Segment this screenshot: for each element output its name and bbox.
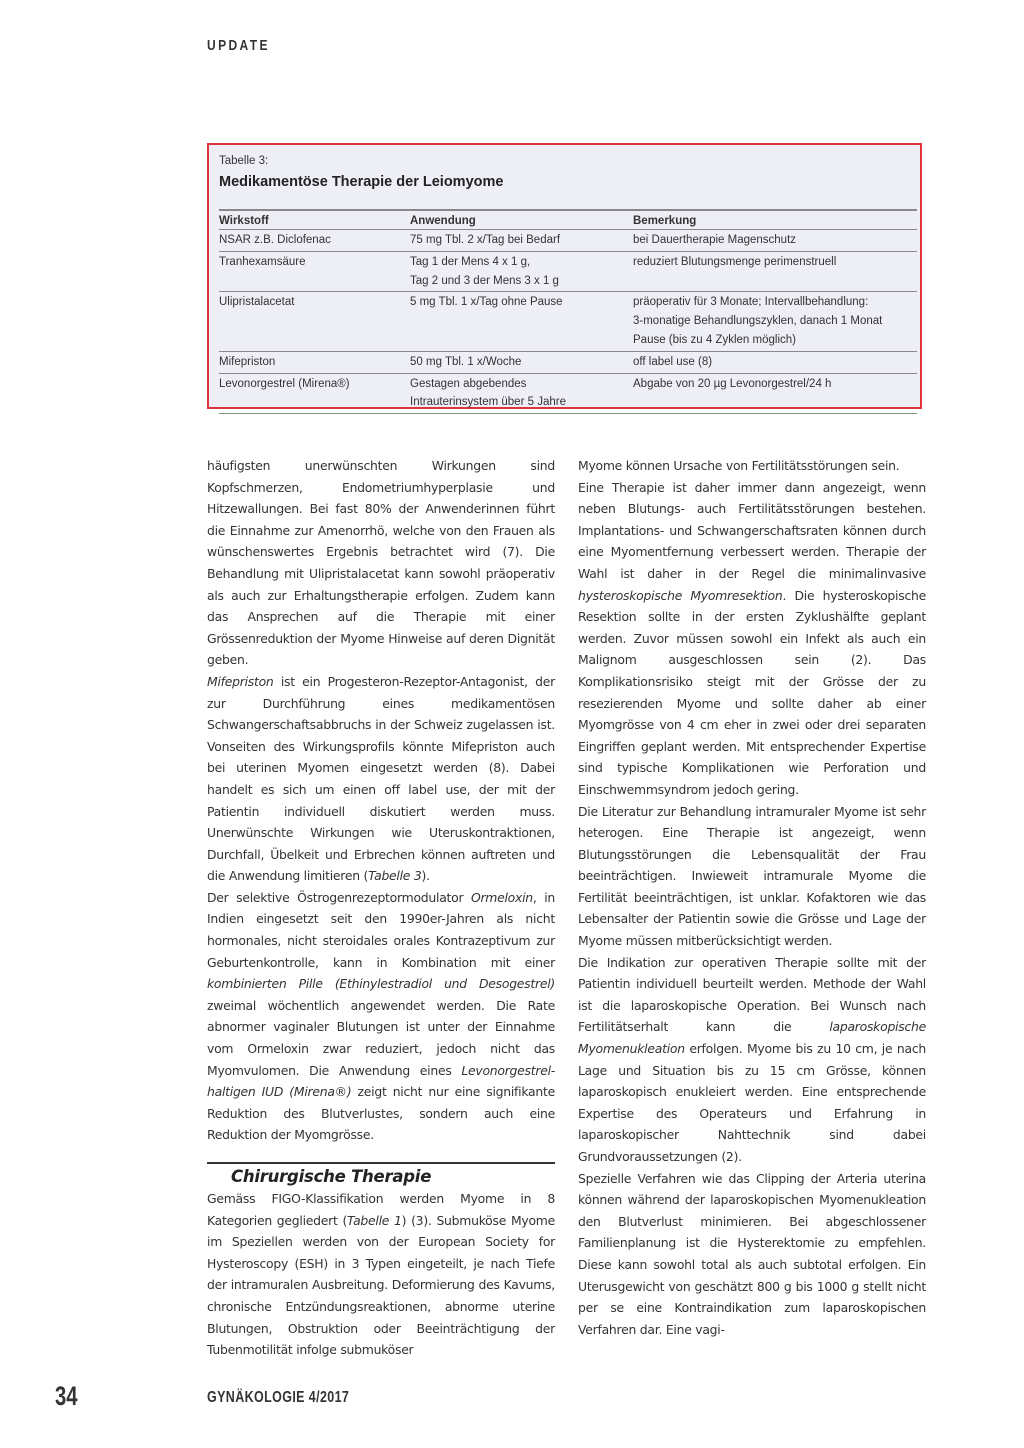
cell-bemerkung: Abgabe von 20 µg Levonorgestrel/24 h	[633, 373, 917, 414]
section-heading: Chirurgische Therapie	[231, 1167, 432, 1186]
italic-term: hysteroskopische Myomresektion	[578, 587, 783, 603]
paragraph: Myome können Ursache von Fertilitätsstörungen sein.	[578, 458, 900, 473]
left-column	[207, 455, 555, 1361]
page-number: 34	[55, 1381, 78, 1411]
cell-anwendung: Gestagen abgebendes Intrauterinsystem über 5 Jahre	[410, 373, 633, 414]
table-row	[219, 373, 917, 414]
cell-anwendung: 50 mg Tbl. 1 x/Woche	[410, 351, 633, 373]
table-box	[207, 143, 922, 409]
cell-wirkstoff: Mifepriston	[219, 351, 410, 373]
cell-bemerkung: präoperativ für 3 Monate; Intervallbehandlung: 3-monatige Behandlungszyklen, danach 1 Monat Pause (bis zu 4 Zyklen möglich)	[633, 292, 917, 351]
table-reference: Tabelle 3	[368, 868, 422, 884]
italic-term: Mifepriston	[207, 673, 274, 689]
right-column	[578, 455, 926, 1340]
cell-bemerkung: bei Dauertherapie Magenschutz	[633, 230, 917, 252]
column-header-bemerkung: Bemerkung	[633, 210, 917, 230]
paragraph: Die Indikation zur operativen Therapie sollte mit der Patientin individuell beurteilt werden. Methode der Wahl ist die laparoskopische Operation. Bei Wunsch nach Fertilitätserhalt kann die laparoskopische Myomenukleation erfolgen. Myome bis zu 10 cm, je nach Lage und Situation bis zu 15 cm Grösse, können laparoskopisch enukleiert werden. Eine entsprechende Expertise des Operateurs und Erfahrung in laparoskopischer Nahttechnik sind dabei Grundvoraussetzungen (2).	[578, 954, 926, 1164]
cell-anwendung: 5 mg Tbl. 1 x/Tag ohne Pause	[410, 292, 633, 351]
cell-wirkstoff: Ulipristalacetat	[219, 292, 410, 351]
paragraph: Spezielle Verfahren wie das Clipping der Arteria uterina können während der laparoskopischen Myomenukleation den Blutverlust minimieren. Bei abgeschlossener Familienplanung ist die Hysterektomie zu empfehlen. Diese kann sowohl total als auch subtotal erfolgen. Ein Uterusgewicht von geschätzt 800 g bis 1000 g stellt nicht per se eine Kontraindikation zum laparoskopischen Verfahren dar. Eine vagi-	[578, 1170, 926, 1337]
cell-anwendung: 75 mg Tbl. 2 x/Tag bei Bedarf	[410, 230, 633, 252]
cell-wirkstoff: NSAR z.B. Diclofenac	[219, 230, 410, 252]
cell-bemerkung: reduziert Blutungsmenge perimenstruell	[633, 251, 917, 292]
table-row	[219, 251, 917, 292]
paragraph: Mifepriston ist ein Progesteron-Rezeptor-Antagonist, der zur Durchführung eines medikamentösen Schwangerschaftsabbruchs in der Schweiz zugelassen ist. Vonseiten des Wirkungsprofils könnte Mifepriston auch bei uterinen Myomen eingesetzt werden (8). Dabei handelt es sich um einen off label use, der mit der Patientin individuell diskutiert werden muss. Unerwünschte Wirkungen wie Uteruskontraktionen, Durchfall, Übelkeit und Erbrechen können auftreten und die Anwendung limitieren (Tabelle 3).	[207, 673, 555, 884]
cell-wirkstoff: Levonorgestrel (Mirena®)	[219, 373, 410, 414]
section-label: UPDATE	[207, 37, 270, 54]
paragraph: Eine Therapie ist daher immer dann angezeigt, wenn neben Blutungs- auch Fertilitätsstörungen bestehen. Implantations- und Schwangerschaftsraten können durch eine Myomentfernung verbessert werden. Therapie der Wahl ist daher in der Regel die minimalinvasive hysteroskopische Myomresektion. Die hysteroskopische Resektion sollte in der ersten Zyklushälfte geplant werden. Zuvor müssen sowohl ein Infekt als auch ein Malignom ausgeschlossen sein (2). Das Komplikationsrisiko steigt mit der Grösse der zu resezierenden Myome und sollte daher ab einer Myomgrösse von 4 cm eher in zwei oder drei separaten Eingriffen geplant werden. Mit entsprechender Expertise sind typische Komplikationen wie Perforation und Einschwemmsyndrom jedoch gering.	[578, 479, 926, 797]
cell-bemerkung: off label use (8)	[633, 351, 917, 373]
table-row	[219, 230, 917, 252]
italic-term: Ormeloxin	[470, 889, 533, 905]
medication-table	[219, 209, 917, 414]
paragraph: Der selektive Östrogenrezeptormodulator Ormeloxin, in Indien eingesetzt seit den 1990er-Jahren als nicht hormonales, nicht steroidales orales Kontrazeptivum zur Geburtenkontrolle, kann in Kombination mit einer kombinierten Pille (Ethinylestradiol und Desogestrel) zweimal wöchentlich angewendet werden. Die Rate abnormer vaginaler Blutungen ist unter der Einnahme vom Ormeloxin zwar reduziert, jedoch nicht das Myomvulomen. Die Anwendung eines Levonorgestrel-haltigen IUD (Mirena®) zeigt nicht nur eine signifikante Reduktion des Blutverlustes, sondern auch eine Reduktion der Myomgrösse.	[207, 889, 555, 1143]
cell-wirkstoff: Tranhexamsäure	[219, 251, 410, 292]
column-header-wirkstoff: Wirkstoff	[219, 210, 410, 230]
italic-term: laparoskopische Myomenukleation	[578, 1019, 926, 1057]
paragraph: Gemäss FIGO-Klassifikation werden Myome in 8 Kategorien gegliedert (Tabelle 1) (3). Submuköse Myome im Speziellen werden von der European Society for Hysteroscopy (ESH) in 3 Typen eingeteilt, je nach Tiefe der intramuralen Ausbreitung. Deformierung des Kavums, chronische Entzündungsreaktionen, abnorme uterine Blutungen, Obstruktion oder Beeinträchtigung der Tubenmotilität infolge submuköser	[207, 1191, 555, 1358]
column-header-anwendung: Anwendung	[410, 210, 633, 230]
paragraph: Die Literatur zur Behandlung intramuraler Myome ist sehr heterogen. Eine Therapie ist angezeigt, wenn Blutungsstörungen die Lebensqualität der Frau beeinträchtigen. Inwieweit intramurale Myome die Fertilität beeinträchtigen, ist unklar. Kofaktoren wie das Lebensalter der Patientin sowie die Grösse und Lage der Myome müssen mitberücksichtigt werden.	[578, 803, 926, 949]
cell-anwendung: Tag 1 der Mens 4 x 1 g, Tag 2 und 3 der Mens 3 x 1 g	[410, 251, 633, 292]
section-divider	[207, 1162, 555, 1164]
table-header-row	[219, 210, 917, 230]
journal-issue: GYNÄKOLOGIE 4/2017	[207, 1389, 350, 1406]
paragraph: häufigsten unerwünschten Wirkungen sind Kopfschmerzen, Endometriumhyperplasie und Hitzewallungen. Bei fast 80% der Anwenderinnen führt die Einnahme zur Amenorrhö, welche von den Frauen als wünschenswertes Ergebnis betrachtet wird (7). Die Behandlung mit Ulipristalacetat kann sowohl präoperativ als auch zur Erhaltungstherapie erfolgen. Zudem kann das Ansprechen auf die Therapie mit einer Grössenreduktion der Myome Hinweise auf deren Dignität geben.	[207, 458, 555, 668]
table-reference: Tabelle 1	[347, 1212, 402, 1228]
table-caption: Tabelle 3:	[219, 155, 269, 167]
table-body	[219, 230, 917, 414]
italic-term: kombinierten Pille (Ethinylestradiol und Desogestrel)	[207, 976, 555, 992]
table-row	[219, 351, 917, 373]
italic-term: Levonorgestrel-haltigen IUD (Mirena®)	[207, 1062, 555, 1100]
table-title: Medikamentöse Therapie der Leiomyome	[219, 174, 504, 190]
table-row	[219, 292, 917, 351]
